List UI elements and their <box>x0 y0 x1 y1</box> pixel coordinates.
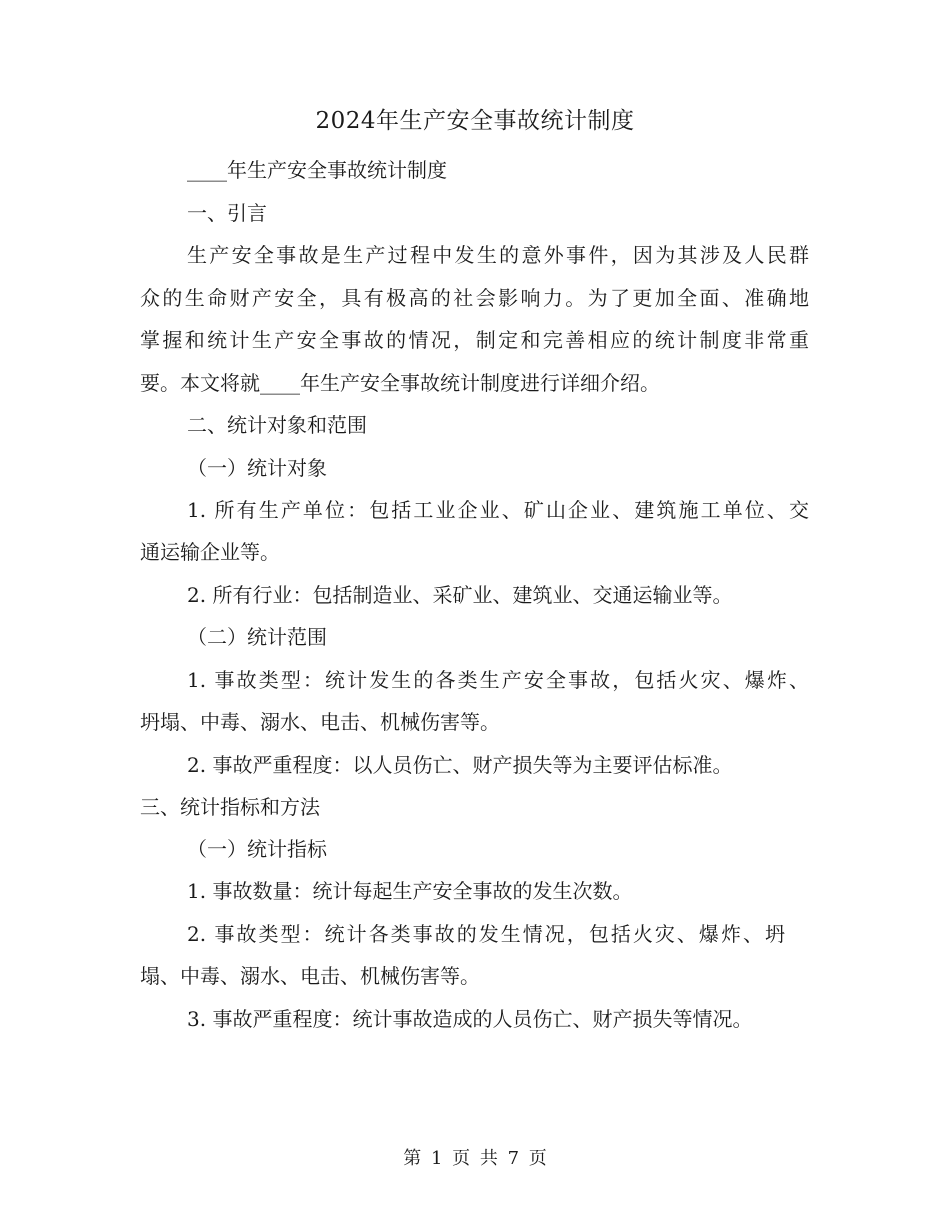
list-item-line: 1. 事故数量：统计每起生产安全事故的发生次数。 <box>187 879 633 903</box>
document-title: 2024年生产安全事故统计制度 <box>315 108 635 134</box>
paragraph-line: 掌握和统计生产安全事故的情况，制定和完善相应的统计制度非常重 <box>140 328 809 352</box>
subsection-heading: （一）统计对象 <box>187 456 327 480</box>
list-item-line: 坍塌、中毒、溺水、电击、机械伤害等。 <box>140 710 500 734</box>
list-item-line: 1. 事故类型：统计发生的各类生产安全事故，包括火灾、爆炸、 <box>187 668 809 692</box>
section-heading-scope: 二、统计对象和范围 <box>187 413 367 437</box>
section-heading-intro: 一、引言 <box>187 201 267 225</box>
section-heading-indicators: 三、统计指标和方法 <box>140 795 320 819</box>
paragraph-line: 众的生命财产安全，具有极高的社会影响力。为了更加全面、准确地 <box>140 286 809 310</box>
list-item-line: 3. 事故严重程度：统计事故造成的人员伤亡、财产损失等情况。 <box>187 1007 753 1031</box>
list-item-line: 塌、中毒、溺水、电击、机械伤害等。 <box>140 964 480 988</box>
list-item-line: 2. 事故严重程度：以人员伤亡、财产损失等为主要评估标准。 <box>187 753 733 777</box>
list-item-line: 2. 事故类型：统计各类事故的发生情况，包括火灾、爆炸、坍 <box>187 922 785 946</box>
list-item-line: 2. 所有行业：包括制造业、采矿业、建筑业、交通运输业等。 <box>187 583 733 607</box>
subtitle-line: ____年生产安全事故统计制度 <box>187 158 447 182</box>
subsection-heading: （二）统计范围 <box>187 625 327 649</box>
subsection-heading: （一）统计指标 <box>187 837 327 861</box>
page-number: 第 1 页 共 7 页 <box>403 1148 547 1169</box>
paragraph-line: 生产安全事故是生产过程中发生的意外事件，因为其涉及人民群 <box>187 243 809 267</box>
list-item-line: 1. 所有生产单位：包括工业企业、矿山企业、建筑施工单位、交 <box>187 498 809 522</box>
paragraph-line: 要。本文将就____年生产安全事故统计制度进行详细介绍。 <box>140 371 660 395</box>
list-item-line: 通运输企业等。 <box>140 540 280 564</box>
